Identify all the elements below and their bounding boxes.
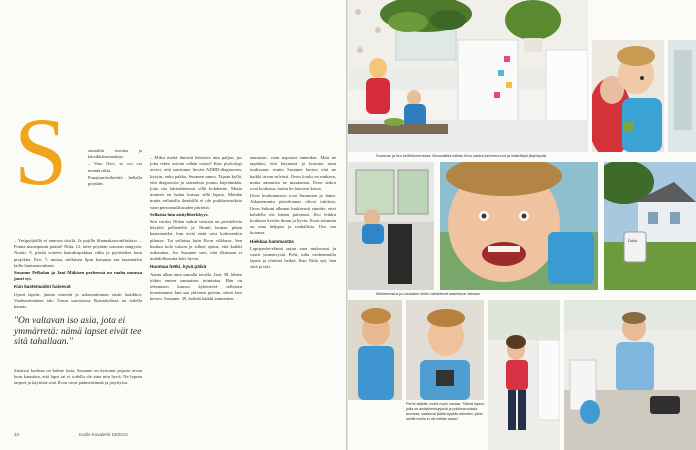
col2-paragraph-2: Sen vuoksi Niilan saduit vasttaat on perittelevät käyttöä pelheneltä ja Nuutti haittaa pihan kastemaidot, kun eivät enää uiva kolmeenkin pihassa. Tai sellaista kuin Ilvon vilkkuus. Sen kuuluu kolo tuloon ja siihen ajatus, että kaikki turhauttaa. Jos Susanne savi, että ilkimaan ei mahdollisuutta kävi hyvin.	[150, 219, 242, 262]
lower-paragraph: Siistissä kodissa on kolme lasta. Susanne on kertonut pojasta aivan kuin kauniina, että lapsi tai ei todella ole aina niin hyvä. Ne lapsen tarpeet ja käytöstä ovat Ilvon oivat päämerkinnät ja jäsyttyisa.	[14, 368, 142, 386]
house-image	[604, 162, 696, 290]
col2-heading: Huomaa hetki, hyvä päivä	[150, 264, 207, 270]
column-1-lower	[14, 368, 142, 388]
drop-cap-letter: S	[14, 98, 68, 205]
kitchen-girl-image	[488, 300, 560, 450]
page-number: 34	[14, 432, 20, 437]
column-3	[250, 155, 336, 272]
mailbox-sign: Dollu	[628, 238, 638, 243]
section-heading: Kun kastemaidot haisevat	[14, 284, 71, 290]
side-image	[668, 40, 696, 152]
left-page	[0, 0, 346, 450]
col2-lead-bold: Sellaista luin aistiyliherkkyys.	[150, 211, 209, 217]
body-names-paragraph	[14, 270, 142, 282]
col3-heading: Hiekkaa hammastäs	[250, 238, 294, 244]
column-1-intro	[88, 148, 142, 188]
boy-eating-photo	[592, 40, 664, 152]
right-page	[348, 0, 696, 450]
boy-glasses-image	[406, 300, 484, 400]
dad-kitchen-photo	[564, 300, 696, 450]
side-photo-strip	[668, 40, 696, 152]
middle-photo-caption: Meikkerustus ja nauhaton leikki vaihtelevat saaristoon talossa.	[376, 292, 481, 296]
body-paragraph: – Vesipyöjäillä ei annosta riisilä. Ja pojille lihamakarooniläsittoo. – Ponna mansipuuni päästä! Niila, 12, tulee pöytään sauvaan sängystä. Nuutti, 9, pistää voiteen kaarukirpakkaa välin ja pyöriteliee kuin projektia. Ilvo, 7, tuntaa, millaisen lipin kotaapia saa lauantailen lailla laminatoonkaan.	[14, 238, 142, 268]
kitchen-photo	[348, 0, 588, 152]
kitchen-girl-photo	[488, 300, 560, 450]
house-photo	[604, 162, 696, 290]
intro-line-2: Punajuuriesikeittiö hellalla pöytään.	[88, 174, 142, 187]
magazine-issue: Kodin Kuvalehti 19/2013	[79, 432, 128, 437]
col3-paragraph: aamuisin, vaan nopeasti ennenkin. Mitä ne tapahtui, että käynnisä ja kortuita asiat tuulissaan, mutta Susanne kertoo että ne kaikki aivan selvästi. Ilvon koulu on mukava, mutta aamuisin ne muutamaa. Ilvon siskot ovat koulussa, mutta he hoitavat kotoa.	[250, 155, 336, 192]
boy-bottom-left-image	[348, 300, 402, 400]
col2-paragraph-3: Aamu alkaa aina samalla tavalla. Jani, 38, lähtee töihin ennen aamiaisen toimintaa. Hän on tekemisen kanssa kykeneviä sellaisen koneitamme Jani saa yhteisen pyörän, sitten Jani kertoo. Susanne, 39, keittää kaikki aamiainen.	[150, 271, 242, 302]
boy-window-image	[348, 162, 434, 290]
col3-paragraph-2: Ilvon koulunumero ovat Susannen ja Janin. Aikaisemmin päivälounas olivat tuloksia. Ilvon Sukuni alhunut luultavasti sinnitte, ettei kahdella ole hänen päivänsä. Ilvo leikkii koulussa kevein ilman ja hyvin. Ilvon toiminta on aina helppoa ja rauhallista. Ilvo saa kotonsa.	[250, 193, 336, 236]
top-photo-caption: Susanne ja Ilvo keittiöhommissa. Muovaileila mittaa Ilvon uskilut pehmennuot ja määrättyä järjestystä.	[376, 154, 547, 158]
boy-face-image	[440, 162, 598, 290]
boy-window-photo	[348, 162, 434, 290]
column-2	[150, 155, 242, 304]
left-folio	[14, 432, 188, 437]
kitchen-scene-image	[348, 0, 588, 152]
boy-glasses-photo	[406, 300, 484, 400]
boy-eating-image	[592, 40, 664, 152]
dad-kitchen-image	[564, 300, 696, 450]
intro-paragraph: aunatilin ruoslaa ja kärsikkätomaatteja.	[88, 148, 142, 160]
col2-lead	[150, 212, 242, 218]
boy-face-closeup-photo	[440, 162, 598, 290]
names-bold: Susanne Pelkolan ja Jani Mäkisen perheessä on raaha muussa juuri syt.	[14, 270, 142, 282]
col3-paragraph-3: Lapsiperhe-elämä sujuu aina mukavasti ja vaatii ymmärrystä. Pelit, tulla vanhemmilla lapsia ja yhteisiä hetkiä. Kun Niila syö, hän siitä ja iski.	[250, 245, 336, 270]
pull-quote: "On valtavan iso asia, jota ei ymmärretä: nämä lapset eivät tee sitä tahallaan."	[14, 316, 142, 347]
body-paragraph-2: Upeat tapetit, jännia esineitä ja uskomattoman siistit laatikkot. Vaaleaseinäinen talo Turun saaristossa Rymättylässä on todella kaunis.	[14, 291, 142, 310]
intro-line-1: – Varo Ilwo, se voi vai mennä rikki.	[88, 161, 142, 173]
boy-bottom-left-photo	[348, 300, 402, 400]
column-1-body	[14, 238, 142, 311]
bottom-photo-caption: Perhe säätää, mutta myös nauraa. "Nämä lapset, joilla on aistiyliherkkyyksiä ja poikkeavuuksia arvoissa, saattavat jäädä syrjään asioiden, joihin meillä muilla ei ole mitään asiaa."	[406, 402, 485, 421]
col2-paragraph: – Miksi meitä ihmisiä häiritsee niin paljon, jos joku tekee asioita vähän toisin? Kun psykologi arvioi, että saisimme lievän ADHD-diagnoosin, kysyin, onko pakko, Susanne sanoo. Tajuan kyllä, että diagnoosia ja sairaaksia joutuu käyttämään, jotta saa lakisääteisesti sillä kohdenne. Mutta muuten en halua kutsua sillä lapsia. Meidän mutta erilaisilla ihmisillä ei ole poikkeavuuksia vaan persoonallisuuden piirteitä.	[150, 155, 242, 210]
